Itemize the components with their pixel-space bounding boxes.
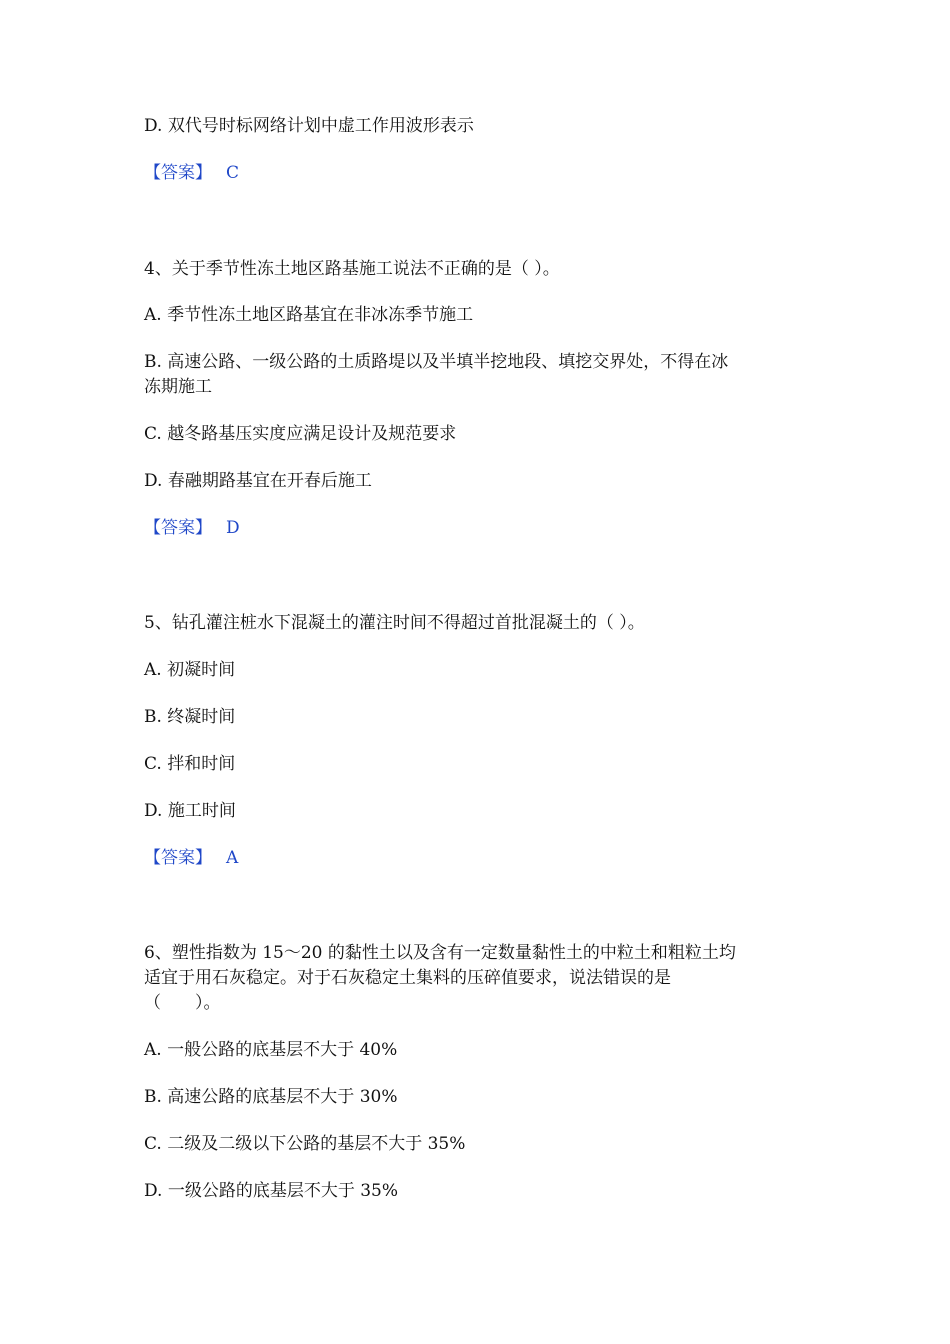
q3-answer: [144, 160, 824, 186]
q4-option-d: D. 春融期路基宜在开春后施工: [144, 471, 372, 491]
q6-question-line3: （ ）。: [144, 993, 221, 1013]
q5-option-a: A. 初凝时间: [144, 660, 236, 680]
q5-option-c: C. 拌和时间: [144, 754, 236, 774]
answer-label: 【答案】: [144, 848, 212, 868]
q5-question: 5、钻孔灌注桩水下混凝土的灌注时间不得超过首批混凝土的（ ）。: [144, 613, 645, 633]
answer-value: A: [226, 848, 239, 868]
q6-option-b: B. 高速公路的底基层不大于 30%: [144, 1087, 398, 1107]
q5-option-d: D. 施工时间: [144, 801, 236, 821]
q6-question-line2: 适宜于用石灰稳定。对于石灰稳定土集料的压碎值要求，说法错误的是: [144, 968, 671, 988]
q4-option-a: A. 季节性冻土地区路基宜在非冰冻季节施工: [144, 305, 474, 325]
answer-label: 【答案】: [144, 518, 212, 538]
answer-label: 【答案】: [144, 163, 212, 183]
q5-option-b: B. 终凝时间: [144, 707, 236, 727]
answer-value: D: [226, 518, 240, 538]
q4-question: 4、关于季节性冻土地区路基施工说法不正确的是（ ）。: [144, 259, 560, 279]
q5-answer: [144, 845, 824, 871]
q6-option-c: C. 二级及二级以下公路的基层不大于 35%: [144, 1134, 466, 1154]
q4-option-b-line1: B. 高速公路、一级公路的土质路堤以及半填半挖地段、填挖交界处，不得在冰: [144, 352, 729, 372]
q4-answer: [144, 515, 824, 541]
q6-option-a: A. 一般公路的底基层不大于 40%: [144, 1040, 398, 1060]
q4-option-b-line2: 冻期施工: [144, 377, 212, 397]
q4-option-c: C. 越冬路基压实度应满足设计及规范要求: [144, 424, 457, 444]
answer-value: C: [226, 163, 240, 183]
q6-option-d: D. 一级公路的底基层不大于 35%: [144, 1181, 399, 1201]
q3-option-d: D. 双代号时标网络计划中虚工作用波形表示: [144, 116, 474, 136]
q6-question-line1: 6、塑性指数为 15～20 的黏性土以及含有一定数量黏性土的中粒土和粗粒土均: [144, 943, 736, 963]
